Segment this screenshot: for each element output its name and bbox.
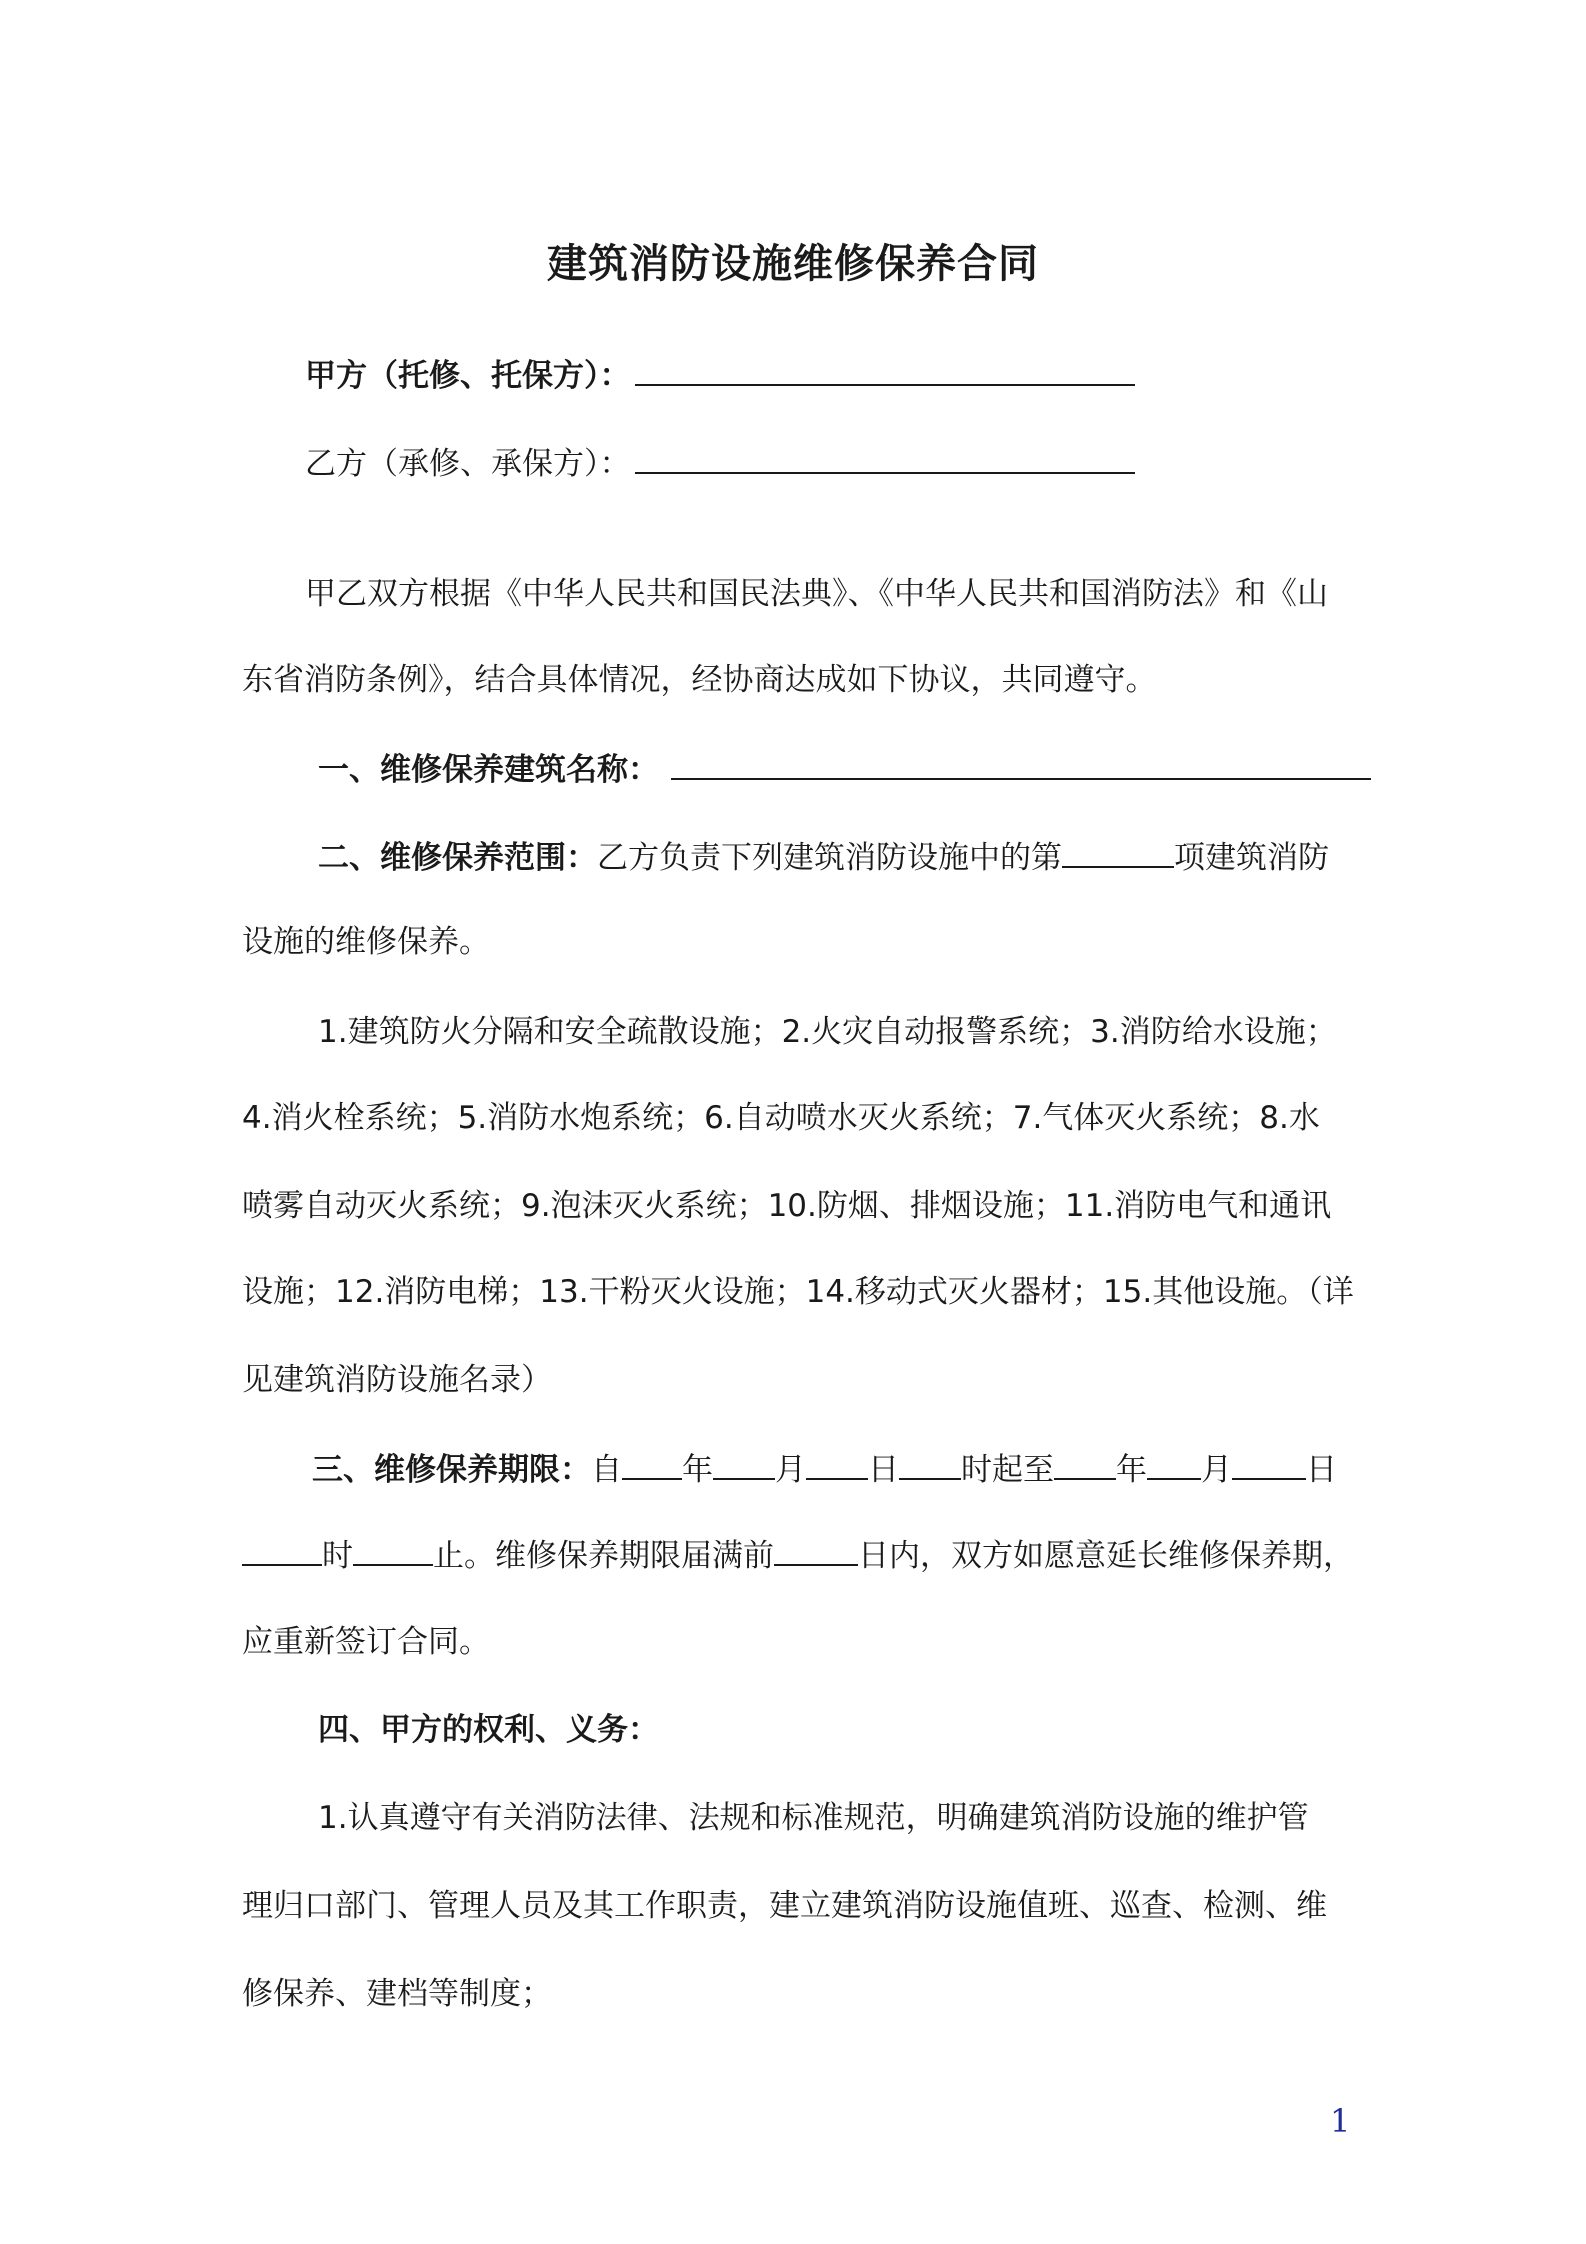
scope-item-line-1: 1.建筑防火分隔和安全疏散设施；2.火灾自动报警系统；3.消防给水设施； [318,1014,1337,1050]
contract-title: 建筑消防设施维修保养合同 [547,241,1039,287]
party-a-duty-line-3: 修保养、建档等制度； [242,1976,552,2012]
scope-item-line-5: 见建筑消防设施名录） [242,1362,552,1398]
party-a-blank[interactable] [635,354,1135,386]
party-b-row [305,442,1435,484]
start-year-blank[interactable] [622,1448,682,1480]
party-a-row [305,354,1435,396]
from-label: 自 [591,1452,622,1488]
section3-line-3: 应重新签订合同。 [242,1624,490,1660]
item-number-blank[interactable] [1062,836,1174,868]
section2-text-a: 乙方负责下列建筑消防设施中的第 [597,840,1062,876]
stop-text: 止。维修保养期限届满前 [433,1538,774,1574]
end-hour-blank[interactable] [242,1534,322,1566]
section4-heading-text: 四、甲方的权利、义务： [318,1712,659,1748]
party-b-blank[interactable] [635,442,1135,474]
section1-row [318,748,1448,790]
section2-row [318,836,1448,878]
preamble-line-1: 甲乙双方根据《中华人民共和国民法典》、《中华人民共和国消防法》和《山 [305,576,1328,612]
scope-item-line-4: 设施；12.消防电梯；13.干粉灭火设施；14.移动式灭火器材；15.其他设施。（详 [242,1274,1354,1310]
month-label-2: 月 [1201,1452,1232,1488]
start-hour-blank[interactable] [899,1448,961,1480]
renew-days-blank[interactable] [774,1534,858,1566]
day-label: 日 [868,1452,899,1488]
section4-heading [318,1710,1448,1750]
renew-text: 日内，双方如愿意延长维修保养期， [858,1538,1354,1574]
section2-heading: 二、维修保养范围： [318,840,597,876]
party-a-label: 甲方（托修、托保方）： [305,358,631,394]
section2-text-b: 项建筑消防 [1174,840,1329,876]
end-year-blank[interactable] [1054,1448,1116,1480]
end-minute-blank[interactable] [353,1534,433,1566]
start-day-blank[interactable] [806,1448,868,1480]
section3-line-2 [242,1534,1372,1576]
party-a-duty-line-1: 1.认真遵守有关消防法律、法规和标准规范，明确建筑消防设施的维护管 [318,1800,1309,1836]
from-time-label: 时起至 [961,1452,1054,1488]
end-day-blank[interactable] [1232,1448,1306,1480]
day-label-2: 日 [1306,1452,1337,1488]
section3-row [312,1448,1442,1490]
year-label: 年 [682,1452,713,1488]
year-label-2: 年 [1116,1452,1147,1488]
page-number: 1 [1330,2102,1351,2140]
start-month-blank[interactable] [713,1448,775,1480]
section3-heading: 三、维修保养期限： [312,1452,591,1488]
building-name-blank[interactable] [671,748,1371,780]
preamble-line-2: 东省消防条例》，结合具体情况，经协商达成如下协议，共同遵守。 [242,662,1157,698]
scope-item-line-2: 4.消火栓系统；5.消防水炮系统；6.自动喷水灭火系统；7.气体灭火系统；8.水 [242,1100,1320,1136]
party-a-duty-line-2: 理归口部门、管理人员及其工作职责，建立建筑消防设施值班、巡查、检测、维 [242,1888,1327,1924]
scope-item-line-3: 喷雾自动灭火系统；9.泡沫灭火系统；10.防烟、排烟设施；11.消防电气和通讯 [242,1188,1332,1224]
section1-heading: 一、维修保养建筑名称： [318,752,659,788]
month-label: 月 [775,1452,806,1488]
section2-line-2: 设施的维修保养。 [242,924,490,960]
hour-label: 时 [322,1538,353,1574]
party-b-label: 乙方（承修、承保方）： [305,446,631,482]
end-month-blank[interactable] [1147,1448,1201,1480]
